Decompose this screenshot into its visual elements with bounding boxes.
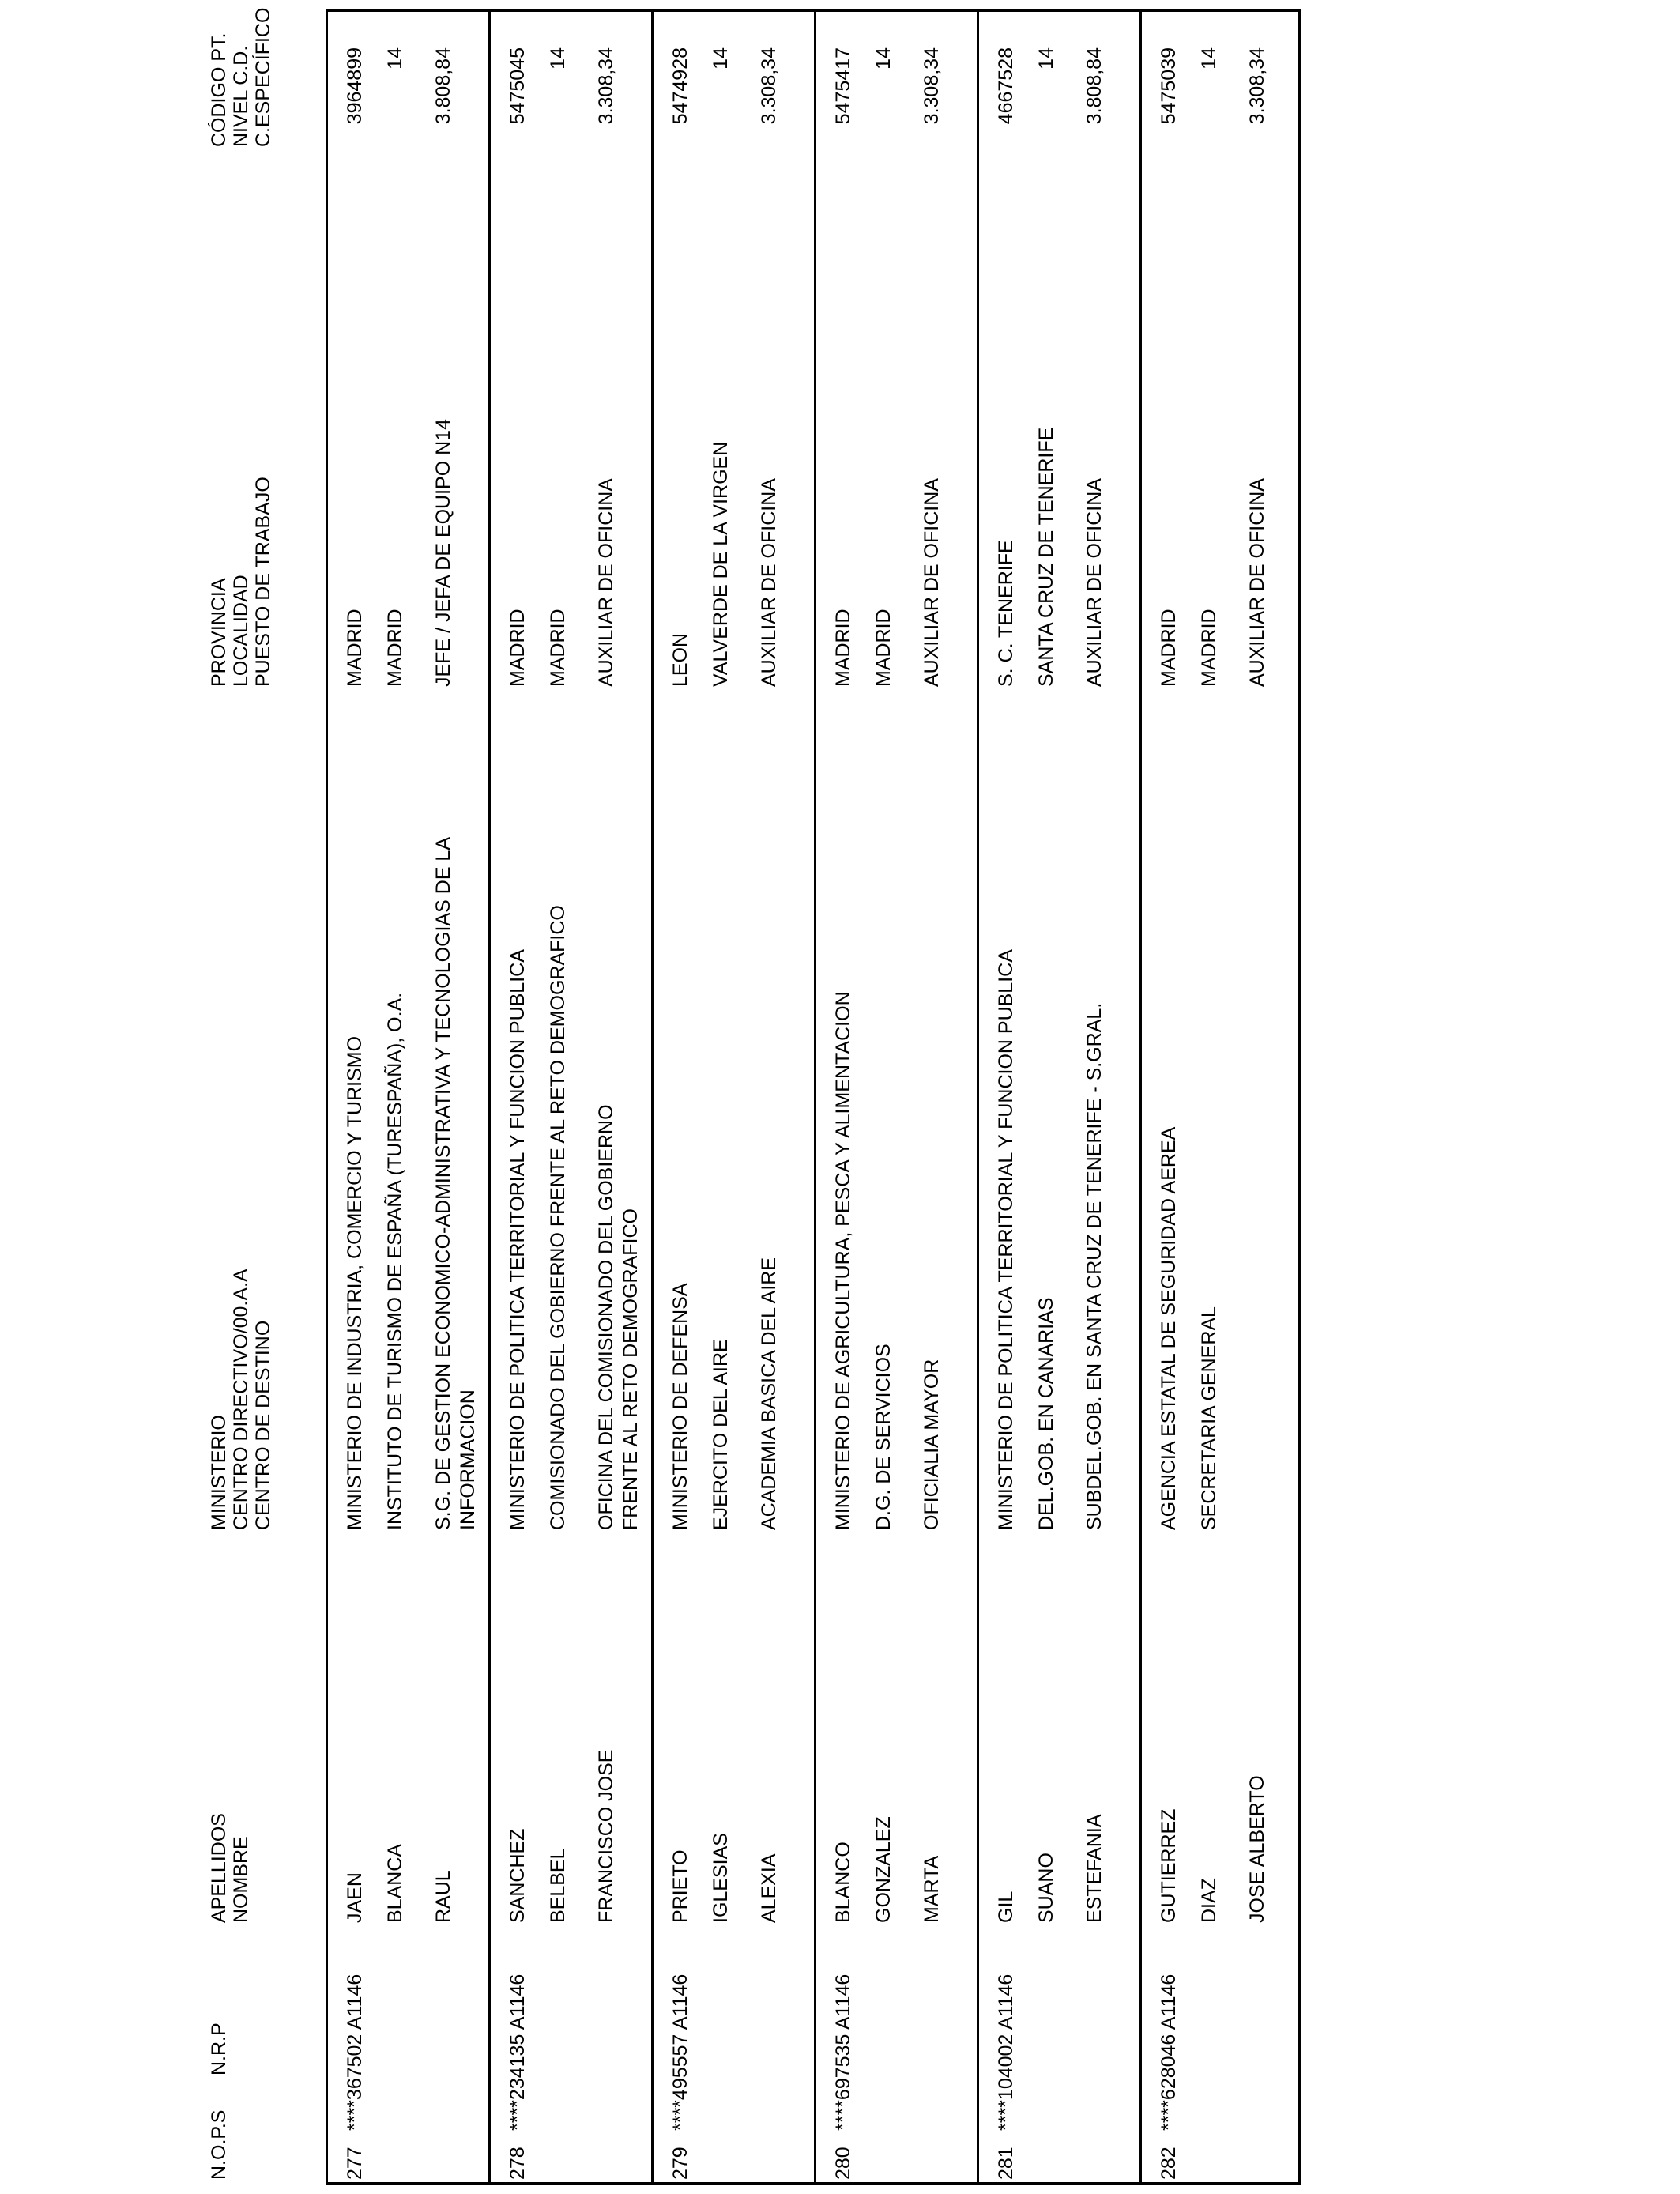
row-post-code: 5475417 xyxy=(832,47,854,125)
row-surname2: SUANO xyxy=(1035,1853,1057,1923)
row-province: S. C. TENERIFE xyxy=(995,540,1017,687)
row-ministry: MINISTERIO DE POLITICA TERRITORIAL Y FUNCION PUBLICA xyxy=(507,949,529,1530)
header-nrp: N.R.P xyxy=(208,2022,230,2075)
row-ministry: AGENCIA ESTATAL DE SEGURIDAD AEREA xyxy=(1158,1126,1180,1530)
row-level: 14 xyxy=(710,47,732,70)
row-nrp: ****628046 A1146 xyxy=(1158,1973,1180,2131)
row-ministry: MINISTERIO DE POLITICA TERRITORIAL Y FUNCION PUBLICA xyxy=(995,949,1017,1530)
row-job-title: AUXILIAR DE OFICINA xyxy=(921,478,943,687)
row-level: 14 xyxy=(1035,47,1057,70)
row-separator xyxy=(488,9,491,2185)
row-firstname: FRANCISCO JOSE xyxy=(595,1749,617,1923)
row-firstname: RAUL xyxy=(432,1870,454,1923)
row-directive-center: INSTITUTO DE TURISMO DE ESPAÑA (TURESPAÑA), O.A. xyxy=(384,992,406,1530)
row-surname2: DIAZ xyxy=(1198,1878,1220,1923)
row-surname2: IGLESIAS xyxy=(710,1833,732,1923)
row-number: 280 xyxy=(832,2147,854,2180)
row-surname1: SANCHEZ xyxy=(507,1828,529,1923)
row-province: MADRID xyxy=(1158,609,1180,687)
row-ministry: MINISTERIO DE AGRICULTURA, PESCA Y ALIMENTACION xyxy=(832,991,854,1530)
row-number: 279 xyxy=(669,2147,691,2180)
row-surname1: GIL xyxy=(995,1891,1017,1923)
row-surname1: JAEN xyxy=(344,1872,366,1923)
header-nops: N.O.P.S xyxy=(208,2109,230,2180)
row-firstname: JOSE ALBERTO xyxy=(1246,1775,1268,1923)
row-province: LEON xyxy=(669,632,691,687)
row-nrp: ****367502 A1146 xyxy=(344,1973,366,2131)
row-locality: MADRID xyxy=(384,609,406,687)
row-number: 277 xyxy=(344,2147,366,2180)
row-job-title: JEFE / JEFA DE EQUIPO N14 xyxy=(432,419,454,687)
row-directive-center: SECRETARIA GENERAL xyxy=(1198,1306,1220,1530)
row-directive-center: EJERCITO DEL AIRE xyxy=(710,1339,732,1530)
row-level: 14 xyxy=(384,47,406,70)
row-surname1: PRIETO xyxy=(669,1849,691,1923)
row-nrp: ****495557 A1146 xyxy=(669,1973,691,2131)
row-destination-center: ACADEMIA BASICA DEL AIRE xyxy=(758,1257,780,1530)
row-locality: MADRID xyxy=(547,609,569,687)
row-destination-center: OFICIALIA MAYOR xyxy=(921,1359,943,1530)
row-post-code: 5474928 xyxy=(669,47,691,125)
row-ministry: MINISTERIO DE DEFENSA xyxy=(669,1283,691,1530)
row-province: MADRID xyxy=(507,609,529,687)
row-directive-center: DEL.GOB. EN CANARIAS xyxy=(1035,1297,1057,1530)
header-provincia: PROVINCIA LOCALIDAD PUESTO DE TRABAJO xyxy=(208,477,274,687)
row-specific-compensation: 3.308,34 xyxy=(1246,47,1268,125)
row-firstname: ESTEFANIA xyxy=(1083,1814,1106,1923)
row-separator xyxy=(651,9,654,2185)
row-surname2: BELBEL xyxy=(547,1848,569,1923)
row-surname1: BLANCO xyxy=(832,1842,854,1923)
row-directive-center: D.G. DE SERVICIOS xyxy=(872,1344,895,1530)
header-codigo: CÓDIGO PT. NIVEL C.D. C.ESPECÍFICO xyxy=(208,7,274,147)
row-separator xyxy=(1139,9,1142,2185)
row-job-title: AUXILIAR DE OFICINA xyxy=(595,478,617,687)
row-province: MADRID xyxy=(344,609,366,687)
row-firstname: ALEXIA xyxy=(758,1853,780,1923)
row-ministry: MINISTERIO DE INDUSTRIA, COMERCIO Y TURISMO xyxy=(344,1035,366,1530)
row-job-title: AUXILIAR DE OFICINA xyxy=(1083,478,1106,687)
row-number: 282 xyxy=(1158,2147,1180,2180)
row-firstname: MARTA xyxy=(921,1855,943,1923)
row-directive-center: COMISIONADO DEL GOBIERNO FRENTE AL RETO DEMOGRAFICO xyxy=(547,905,569,1530)
row-specific-compensation: 3.308,34 xyxy=(921,47,943,125)
row-nrp: ****697535 A1146 xyxy=(832,1973,854,2131)
row-locality: VALVERDE DE LA VIRGEN xyxy=(710,441,732,687)
row-destination-center: OFICINA DEL COMISIONADO DEL GOBIERNO FRENTE AL RETO DEMOGRAFICO xyxy=(595,1104,642,1530)
row-surname1: GUTIERREZ xyxy=(1158,1808,1180,1923)
row-job-title: AUXILIAR DE OFICINA xyxy=(1246,478,1268,687)
row-surname2: GONZALEZ xyxy=(872,1816,895,1923)
row-separator xyxy=(977,9,979,2185)
row-specific-compensation: 3.808,84 xyxy=(1083,47,1106,125)
row-post-code: 5475039 xyxy=(1158,47,1180,125)
row-job-title: AUXILIAR DE OFICINA xyxy=(758,478,780,687)
row-post-code: 5475045 xyxy=(507,47,529,125)
header-apellidos: APELLIDOS NOMBRE xyxy=(208,1813,252,1923)
row-level: 14 xyxy=(547,47,569,70)
row-locality: MADRID xyxy=(1198,609,1220,687)
row-specific-compensation: 3.308,34 xyxy=(595,47,617,125)
row-number: 278 xyxy=(507,2147,529,2180)
row-nrp: ****234135 A1146 xyxy=(507,1973,529,2131)
row-nrp: ****104002 A1146 xyxy=(995,1973,1017,2131)
row-specific-compensation: 3.808,84 xyxy=(432,47,454,125)
row-separator xyxy=(814,9,816,2185)
row-locality: SANTA CRUZ DE TENERIFE xyxy=(1035,427,1057,687)
row-number: 281 xyxy=(995,2147,1017,2180)
row-post-code: 4667528 xyxy=(995,47,1017,125)
row-locality: MADRID xyxy=(872,609,895,687)
row-destination-center: S.G. DE GESTION ECONOMICO-ADMINISTRATIVA Y TECNOLOGIAS DE LA INFORMACION xyxy=(432,838,479,1530)
row-specific-compensation: 3.308,34 xyxy=(758,47,780,125)
header-ministerio: MINISTERIO CENTRO DIRECTIVO/00.A.A CENTRO DE DESTINO xyxy=(208,1269,274,1530)
row-surname2: BLANCA xyxy=(384,1843,406,1923)
row-destination-center: SUBDEL.GOB. EN SANTA CRUZ DE TENERIFE - S.GRAL. xyxy=(1083,1002,1106,1530)
row-post-code: 3964899 xyxy=(344,47,366,125)
row-level: 14 xyxy=(1198,47,1220,70)
row-level: 14 xyxy=(872,47,895,70)
row-province: MADRID xyxy=(832,609,854,687)
